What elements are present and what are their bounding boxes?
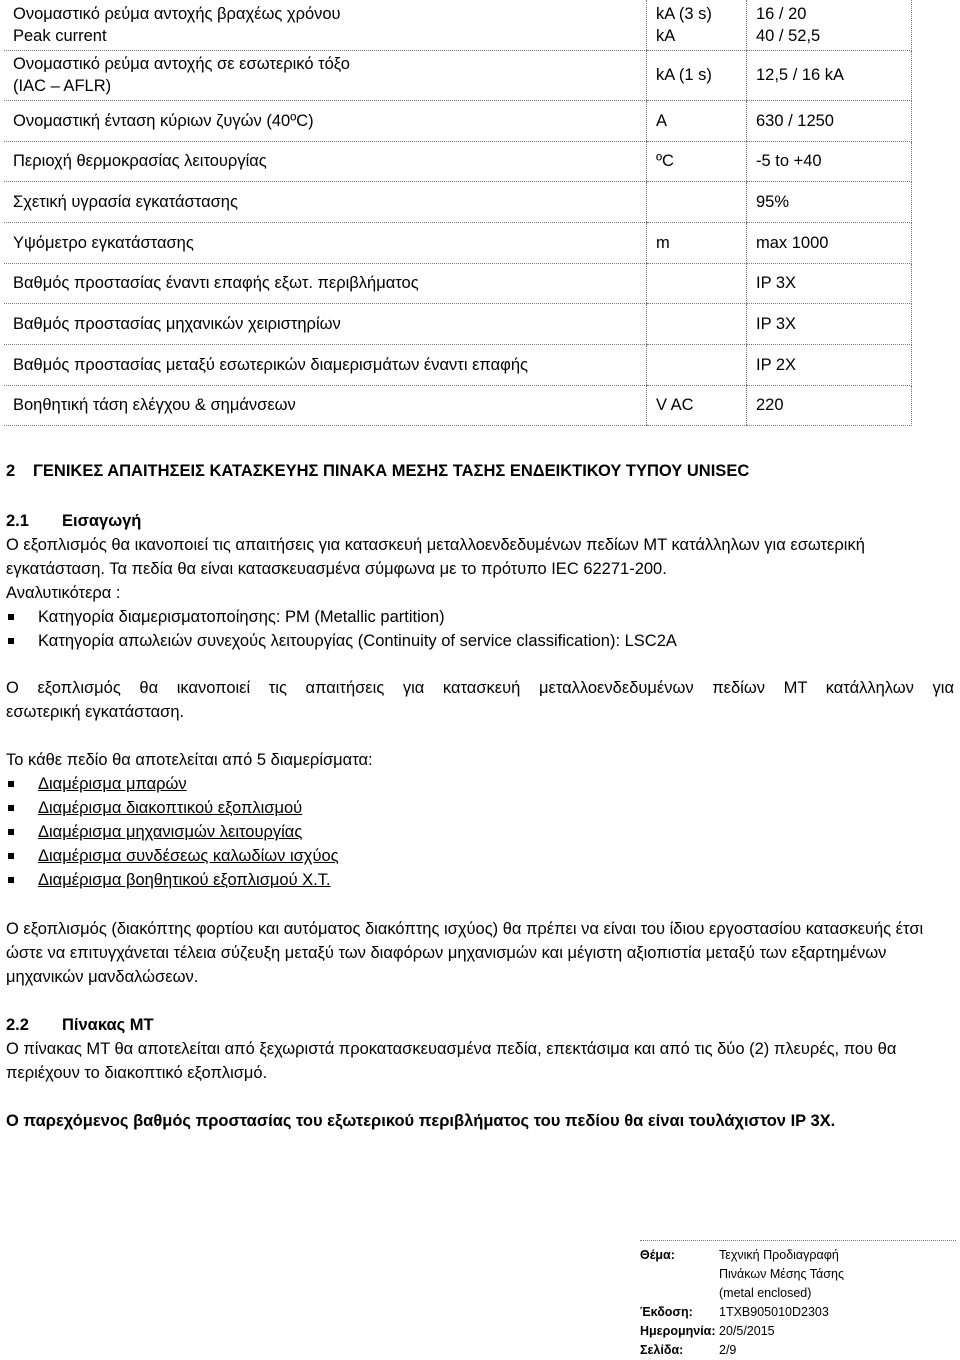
protection-paragraph: Ο παρεχόμενος βαθμός προστασίας του εξωτερικού περιβλήματος του πεδίου θα είναι τουλάχιστον IP 3X. [6,1112,836,1130]
spec-value: 12,5 / 16 kA [747,50,912,100]
table-row [4,385,912,425]
requirements-line-1: Ο εξοπλισμός θα ικανοποιεί τις απαιτήσεις για κατασκευή μεταλλοενδεδυμένων πεδίων ΜΤ κατάλληλων για [6,679,954,697]
section-2-1-number: 2.1 [6,512,29,530]
section-2-2-heading [6,1013,954,1037]
spec-label: Βοηθητική τάση ελέγχου & σημάνσεων [4,385,647,425]
table-row [4,181,912,222]
list-item: Κατηγορία διαμερισματοποίησης: PM (Metallic partition) [6,605,954,629]
list-item: Διαμέρισμα βοηθητικού εξοπλισμού Χ.Τ. [6,868,954,892]
panel-paragraph: Ο πίνακας ΜΤ θα αποτελείται από ξεχωριστά προκατασκευασμένα πεδία, επεκτάσιμα και από τις δύο (2) πλευρές, που θα περιέχουν το διακοπτικό εξοπλισμό. [6,1040,897,1082]
section-2-1 [6,509,954,653]
spec-value: -5 to +40 [747,141,912,181]
requirements-paragraph [6,676,954,724]
spec-table [4,0,912,426]
spec-unit [647,344,747,385]
spec-unit [647,263,747,303]
spec-unit [647,303,747,344]
page-label: Σελίδα: [640,1343,684,1357]
list-item: Κατηγορία απωλειών συνεχούς λειτουργίας (Continuity of service classification): LSC2A [6,629,954,653]
spec-unit: ºC [647,141,747,181]
table-row [4,0,912,50]
subject-line-1: Τεχνική Προδιαγραφή [719,1248,839,1262]
section-2-1-title: Εισαγωγή [62,512,142,530]
footer [640,1246,844,1360]
section-2-title: ΓΕΝΙΚΕΣ ΑΠΑΙΤΗΣΕΙΣ ΚΑΤΑΣΚΕΥΗΣ ΠΙΝΑΚΑ ΜΕΣΗΣ ΤΑΣΗΣ ΕΝΔΕΙΚΤΙΚΟΥ ΤΥΠΟΥ UNISEC [33,462,750,480]
section-2-2 [6,1013,954,1085]
section-2-number: 2 [6,462,16,480]
edition-label: Έκδοση: [640,1305,693,1319]
date-value: 20/5/2015 [719,1324,775,1338]
compartments-block [6,748,954,892]
spec-value: IP 2X [747,344,912,385]
compartments-list [6,772,954,892]
spec-value: 630 / 1250 [747,100,912,141]
spec-value: IP 3X [747,263,912,303]
spec-label: Βαθμός προστασίας μηχανικών χειριστηρίων [4,303,647,344]
equipment-paragraph: Ο εξοπλισμός (διακόπτης φορτίου και αυτόματος διακόπτης ισχύος) θα πρέπει να είναι του ίδιου εργοστασίου κατασκευής έτσι ώστε να επιτυγχάνεται τέλεια σύζευξη μεταξύ των διαφόρων μηχανισμών και μέγιστη αξιοπιστία μεταξύ των εξαρτημένων μηχανικών μανδαλώσεων. [6,920,924,986]
classification-list [6,605,954,653]
subject-line-3: (metal enclosed) [719,1286,812,1300]
spec-value: 16 / 20 40 / 52,5 [747,0,912,50]
section-2-1-heading [6,509,954,533]
spec-label: Σχετική υγρασία εγκατάστασης [4,181,647,222]
subject-label: Θέμα: [640,1248,675,1262]
compartments-intro: Το κάθε πεδίο θα αποτελείται από 5 διαμερίσματα: [6,751,373,769]
spec-value: max 1000 [747,222,912,263]
table-row [4,303,912,344]
spec-unit [647,181,747,222]
table-row [4,141,912,181]
spec-unit: m [647,222,747,263]
list-item: Διαμέρισμα μηχανισμών λειτουργίας [6,820,954,844]
analytic-label: Αναλυτικότερα : [6,584,121,602]
spec-unit: kA (3 s) kA [647,0,747,50]
table-row [4,50,912,100]
spec-label: Ονομαστική ένταση κύριων ζυγών (40ºC) [4,100,647,141]
list-item: Διαμέρισμα διακοπτικού εξοπλισμού [6,796,954,820]
section-2-2-title: Πίνακας ΜΤ [62,1016,154,1034]
subject-line-2: Πινάκων Μέσης Τάσης [719,1267,844,1281]
edition-value: 1TXB905010D2303 [719,1305,829,1319]
spec-label: Περιοχή θερμοκρασίας λειτουργίας [4,141,647,181]
table-row [4,222,912,263]
section-2-heading [6,462,749,481]
date-label: Ημερομηνία: [640,1324,716,1338]
section-2-2-number: 2.2 [6,1016,29,1034]
footer-divider [640,1240,956,1241]
spec-label: Ονομαστικό ρεύμα αντοχής σε εσωτερικό τόξο (IAC – AFLR) [4,50,647,100]
list-item: Διαμέρισμα συνδέσεως καλωδίων ισχύος [6,844,954,868]
spec-label: Ονομαστικό ρεύμα αντοχής βραχέως χρόνου Peak current [4,0,647,50]
table-row [4,100,912,141]
table-row [4,344,912,385]
page-value: 2/9 [719,1343,737,1357]
spec-value: 220 [747,385,912,425]
spec-label: Βαθμός προστασίας έναντι επαφής εξωτ. περιβλήματος [4,263,647,303]
list-item: Διαμέρισμα μπαρών [6,772,954,796]
intro-paragraph: Ο εξοπλισμός θα ικανοποιεί τις απαιτήσεις για κατασκευή μεταλλοενδεδυμένων πεδίων ΜΤ κατάλληλων για εσωτερική εγκατάσταση. Τα πεδία θα είναι κατασκευασμένα σύμφωνα με το πρότυπο IEC 62271-200. [6,536,865,578]
table-row [4,263,912,303]
requirements-line-2: εσωτερική εγκατάσταση. [6,703,185,721]
spec-label: Υψόμετρο εγκατάστασης [4,222,647,263]
spec-unit: kA (1 s) [647,50,747,100]
spec-value: 95% [747,181,912,222]
spec-value: IP 3X [747,303,912,344]
spec-unit: A [647,100,747,141]
spec-unit: V AC [647,385,747,425]
spec-label: Βαθμός προστασίας μεταξύ εσωτερικών διαμερισμάτων έναντι επαφής [4,344,647,385]
